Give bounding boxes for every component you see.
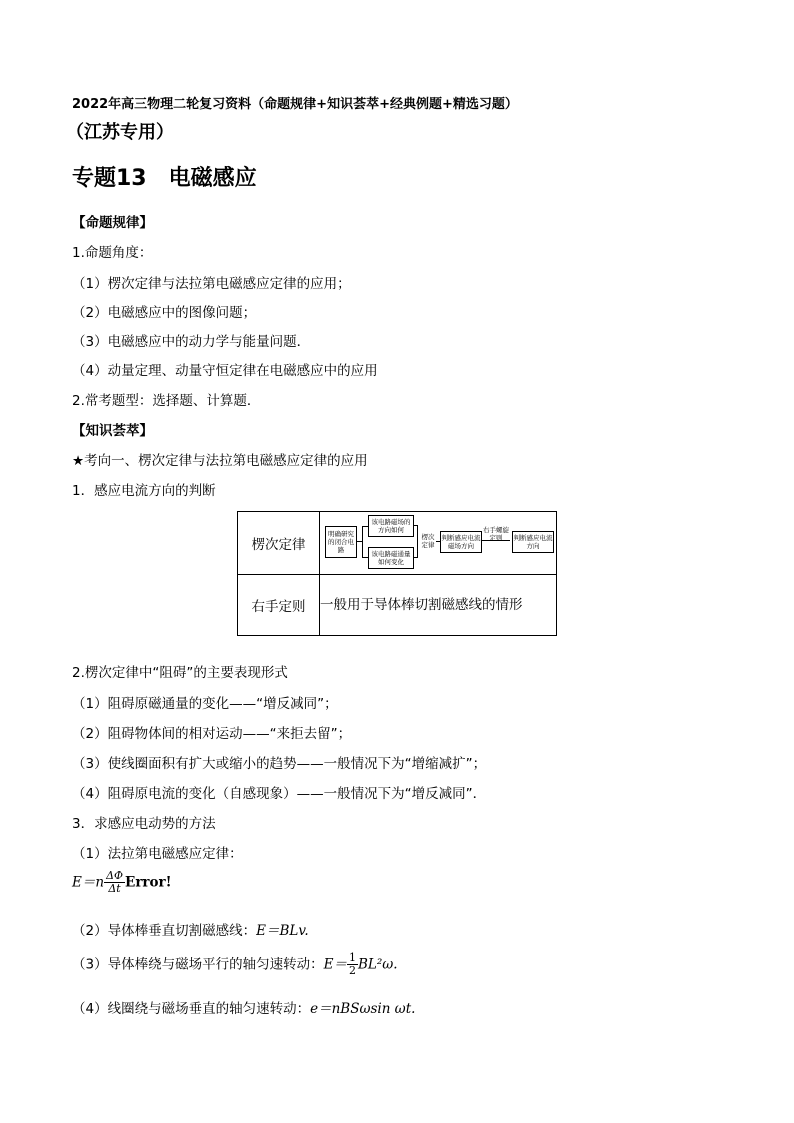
flow-box-field-direction: 该电路磁场的方向如何	[368, 515, 414, 537]
formula-faraday-denominator: Δt	[108, 882, 121, 895]
part3-item-2: （2）导体棒垂直切割磁感线：	[72, 923, 257, 939]
part3-item-3-row	[72, 952, 398, 977]
section-heading-mingti: 【命题规律】	[72, 215, 153, 231]
mingti-angle: 1.命题角度：	[72, 245, 153, 261]
formula-error-text: Error!	[125, 874, 172, 891]
mingti-question-types: 2.常考题型：选择题、计算题．	[72, 393, 261, 409]
flow-box-flux-change: 该电路磁通量如何变化	[368, 547, 414, 569]
formula-faraday-lhs: E＝n	[72, 874, 105, 891]
doc-header: 2022年高三物理二轮复习资料（命题规律+知识荟萃+经典例题+精选习题）	[72, 97, 518, 112]
page-title: 专题13 电磁感应	[72, 166, 257, 191]
flow-box-closed-circuit: 明确研究的闭合电路	[325, 526, 357, 558]
flow-connector	[362, 526, 363, 558]
mingti-item-3: （3）电磁感应中的动力学与能量问题．	[72, 334, 311, 350]
mingti-item-4: （4）动量定理、动量守恒定律在电磁感应中的应用	[72, 363, 378, 379]
flow-box-induced-current: 判断感应电流方向	[512, 531, 554, 553]
right-hand-description: 一般用于导体棒切割磁感线的情形	[320, 575, 557, 636]
flow-label-lenz: 楞次定律	[420, 530, 436, 552]
formula-rotation-denominator: 2	[348, 964, 356, 977]
kaoxiang-1: ★考向一、楞次定律与法拉第电磁感应定律的应用	[72, 453, 368, 469]
part3-title: 3．求感应电动势的方法	[72, 816, 216, 832]
formula-rotation-rhs: BL²ω.	[357, 956, 398, 973]
part2-item-4: （4）阻碍原电流的变化（自感现象）——一般情况下为“增反减同”．	[72, 786, 487, 802]
part3-item-4: （4）线圈绕与磁场垂直的轴匀速转动：	[72, 1001, 311, 1017]
section-heading-zhishi: 【知识荟萃】	[72, 423, 153, 439]
part3-item-2-row	[72, 922, 309, 940]
lenz-flowchart	[320, 512, 556, 574]
formula-rotation-fraction	[347, 952, 358, 977]
flow-connector	[417, 525, 418, 558]
flow-label-right-hand-screw: 右手螺旋定则	[483, 526, 509, 542]
induction-table	[237, 511, 557, 636]
formula-cutting: E＝BLv.	[256, 923, 309, 939]
part3-item-1: （1）法拉第电磁感应定律：	[72, 846, 243, 862]
part2-item-3: （3）使线圈面积有扩大或缩小的趋势——一般情况下为“增缩减扩”；	[72, 756, 487, 772]
part3-item-4-row	[72, 1000, 415, 1018]
formula-rotation-lhs: E＝	[323, 956, 347, 973]
formula-coil: e＝nBSωsin ωt.	[310, 1001, 416, 1017]
part2-item-2: （2）阻碍物体间的相对运动——“来拒去留”；	[72, 726, 352, 742]
lenz-flow-cell	[320, 512, 557, 575]
k1-title: 1．感应电流方向的判断	[72, 483, 216, 499]
formula-faraday	[72, 870, 172, 895]
formula-faraday-fraction	[104, 870, 125, 895]
part2-item-1: （1）阻碍原磁通量的变化——“增反减同”；	[72, 696, 338, 712]
table-row-label-right-hand: 右手定则	[238, 575, 320, 636]
formula-faraday-numerator: ΔΦ	[106, 869, 124, 882]
mingti-item-2: （2）电磁感应中的图像问题；	[72, 305, 257, 321]
part2-title: 2.楞次定律中“阻碍”的主要表现形式	[72, 665, 288, 681]
part3-item-3: （3）导体棒绕与磁场平行的轴匀速转动：	[72, 956, 324, 973]
doc-subheader: （江苏专用）	[66, 122, 174, 143]
table-row-label-lenz: 楞次定律	[238, 512, 320, 575]
formula-rotation-numerator: 1	[348, 951, 356, 964]
mingti-item-1: （1）楞次定律与法拉第电磁感应定律的应用；	[72, 276, 351, 292]
flow-box-induced-field: 判断感应电流磁场方向	[440, 531, 482, 553]
